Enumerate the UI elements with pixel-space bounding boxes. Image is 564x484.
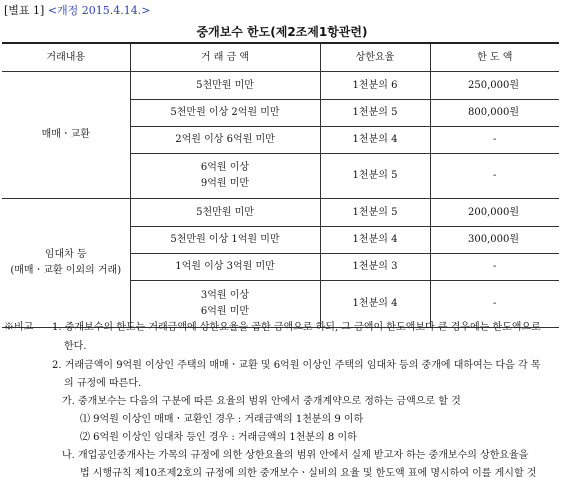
group-lease: 임대차 등 (매매ㆍ교환 이외의 거래) [2,199,130,328]
header-transaction-type: 거래내용 [2,43,130,72]
appendix-header [4,2,151,18]
amount-cell: 3억원 이상 6억원 미만 [130,281,320,328]
rate-cell: 1천분의 5 [320,154,430,199]
limit-cell: - [430,254,559,281]
rate-cell: 1천분의 4 [320,227,430,254]
remarks-label: ※비고 [4,322,34,333]
amount-cell: 2억원 이상 6억원 미만 [130,127,320,154]
note-2-ga-sub-2: ⑵ 6억원 이상인 임대차 등인 경우 : 거래금액의 1천분의 8 이하 [80,432,357,443]
document-title: 중개보수 한도(제2조제1항관련) [196,25,368,39]
rate-cell: 1천분의 3 [320,254,430,281]
note-2-line-2: 의 규정에 따른다. [64,378,142,389]
amount-cell: 5천만원 이상 1억원 미만 [130,227,320,254]
rate-cell: 1천분의 6 [320,72,430,100]
note-2-item-na-line-1: 나. 개업공인중개사는 가목의 규정에 의한 상한요율의 범위 안에서 실제 받고자 하는 중개보수의 상한요율을 [62,450,529,461]
amount-cell: 6억원 이상 9억원 미만 [130,154,320,199]
header-amount: 거 래 금 액 [130,43,320,72]
rate-cell: 1천분의 5 [320,100,430,127]
table-row [2,199,559,227]
amendment-date: <개정 2015.4.14.> [47,4,151,17]
amount-cell: 1억원 이상 3억원 미만 [130,254,320,281]
note-2-line-1: 2. 거래금액이 9억원 이상인 주택의 매매ㆍ교환 및 6억원 이상인 주택의 임대차 등의 중개에 대하여는 다음 각 목 [52,360,541,371]
table-row [2,72,559,100]
table-header-row [2,43,559,72]
note-2-item-na-line-2: 법 시행규칙 제10조제2호의 규정에 의한 중개보수ㆍ실비의 요율 및 한도액 표에 명시하여 이를 게시할 것 [80,468,537,479]
header-limit: 한 도 액 [430,43,559,72]
limit-cell: 200,000원 [430,199,559,227]
rate-cell: 1천분의 4 [320,281,430,328]
group-sale-exchange: 매매ㆍ교환 [2,72,130,199]
appendix-label: [별표 1] [4,4,45,17]
rate-cell: 1천분의 4 [320,127,430,154]
note-2-ga-sub-1: ⑴ 9억원 이상인 매매ㆍ교환인 경우 : 거래금액의 1천분의 9 이하 [80,414,364,425]
amount-cell: 5천만원 이상 2억원 미만 [130,100,320,127]
amount-cell: 5천만원 미만 [130,72,320,100]
note-1-line-2: 한다. [64,341,87,352]
amount-cell: 5천만원 미만 [130,199,320,227]
fee-limit-table [2,42,559,328]
limit-cell: 250,000원 [430,72,559,100]
note-2-item-ga: 가. 중개보수는 다음의 구분에 따른 요율의 범위 안에서 중개계약으로 정하는 금액으로 할 것 [62,396,461,407]
limit-cell: 300,000원 [430,227,559,254]
limit-cell: - [430,281,559,328]
limit-cell: - [430,154,559,199]
header-rate: 상한요율 [320,43,430,72]
rate-cell: 1천분의 5 [320,199,430,227]
limit-cell: - [430,127,559,154]
note-1-line-1: 1. 중개보수의 한도는 거래금액에 상한요율을 곱한 금액으로 하되, 그 금액이 한도액보다 큰 경우에는 한도액으로 [52,322,541,333]
limit-cell: 800,000원 [430,100,559,127]
